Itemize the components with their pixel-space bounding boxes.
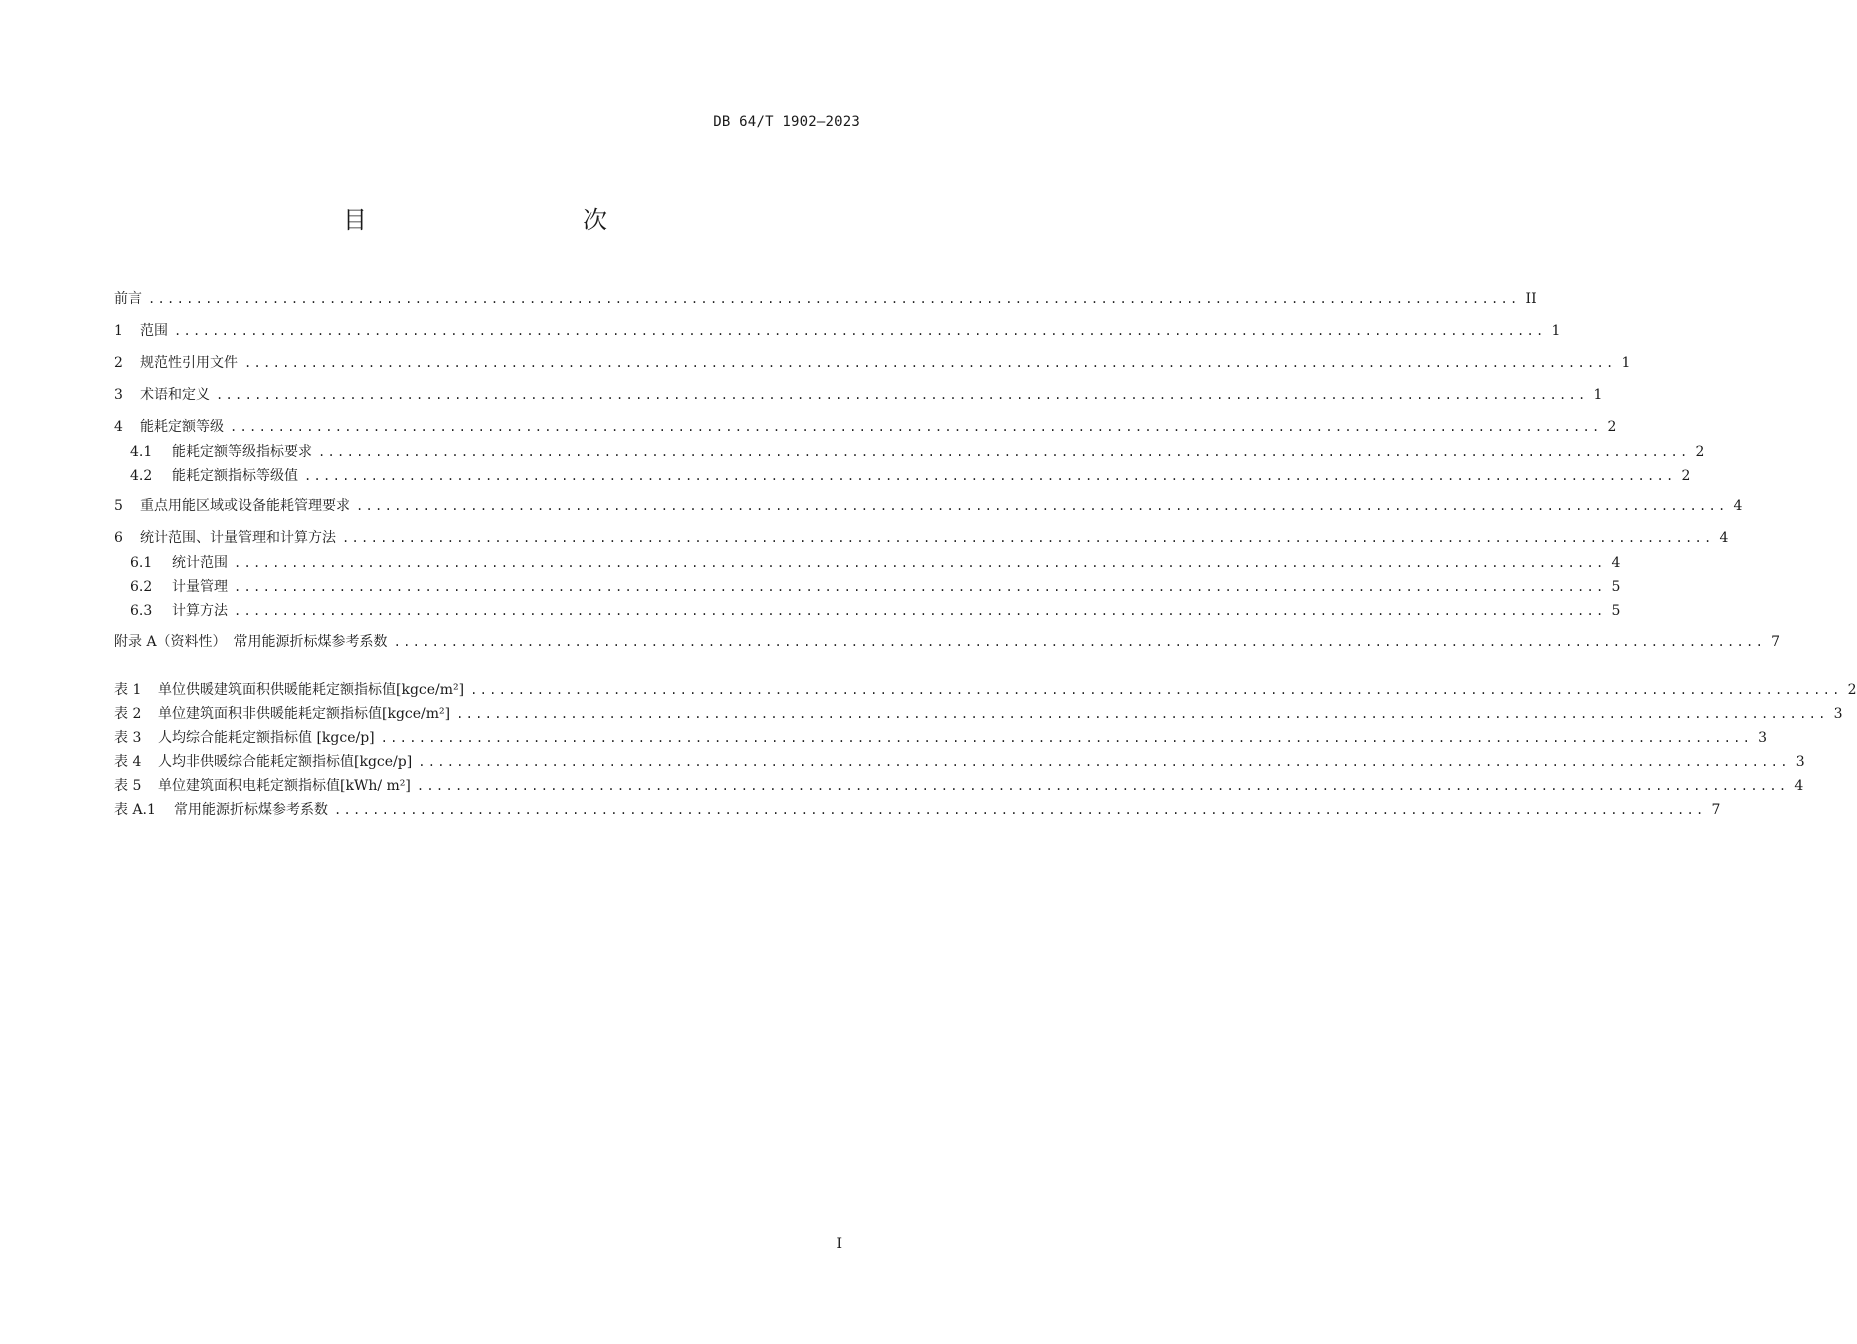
page-number: 4 bbox=[1733, 498, 1743, 514]
toc-entry-energy-quota-levels[interactable]: 4 能耗定额等级 ................................................................................................................................................ 2 bbox=[114, 419, 1617, 435]
leader-dots: ................................................................................................................................................ bbox=[244, 356, 1616, 370]
table-entry-a1[interactable]: 表 A.1 常用能源折标煤参考系数 ................................................................................................................................................ 7 bbox=[114, 802, 1721, 818]
leader-dots: ................................................................................................................................................ bbox=[174, 324, 1546, 338]
leader-dots: ................................................................................................................................................ bbox=[342, 531, 1714, 545]
page-number: 2 bbox=[1847, 682, 1857, 698]
leader-dots: ................................................................................................................................................ bbox=[393, 635, 1766, 649]
page-number: 5 bbox=[1611, 603, 1621, 619]
leader-dots: ................................................................................................................................................ bbox=[234, 556, 1606, 570]
table-entry-2[interactable]: 表 2 单位建筑面积非供暖能耗定额指标值[kgce/m²] ................................................................................................................................................ 3 bbox=[114, 706, 1843, 722]
leader-dots: ................................................................................................................................................ bbox=[416, 779, 1789, 793]
page-title: 目 次 bbox=[343, 206, 663, 234]
page-number: 2 bbox=[1607, 419, 1617, 435]
footer-page-number: I bbox=[836, 1236, 842, 1252]
leader-dots: ................................................................................................................................................ bbox=[148, 292, 1520, 306]
page-number: 2 bbox=[1681, 468, 1691, 484]
page-number: 4 bbox=[1611, 555, 1621, 571]
table-entry-3[interactable]: 表 3 人均综合能耗定额指标值 [kgce/p] ................................................................................................................................................ 3 bbox=[114, 730, 1768, 746]
leader-dots: ................................................................................................................................................ bbox=[216, 388, 1588, 402]
table-entry-5[interactable]: 表 5 单位建筑面积电耗定额指标值[kWh/ m²] ................................................................................................................................................ 4 bbox=[114, 778, 1804, 794]
page-number: 3 bbox=[1795, 754, 1805, 770]
toc-entry-6-1[interactable]: 6.1 统计范围 ................................................................................................................................................ 4 bbox=[130, 555, 1621, 571]
toc-entry-key-energy-areas[interactable]: 5 重点用能区域或设备能耗管理要求 ................................................................................................................................................ 4 bbox=[114, 498, 1743, 514]
leader-dots: ................................................................................................................................................ bbox=[334, 803, 1706, 817]
table-entry-4[interactable]: 表 4 人均非供暖综合能耗定额指标值[kgce/p] ................................................................................................................................................ 3 bbox=[114, 754, 1805, 770]
leader-dots: ................................................................................................................................................ bbox=[234, 580, 1606, 594]
leader-dots: ................................................................................................................................................ bbox=[304, 469, 1676, 483]
leader-dots: ................................................................................................................................................ bbox=[380, 731, 1753, 745]
leader-dots: ................................................................................................................................................ bbox=[418, 755, 1790, 769]
toc-entry-4-1[interactable]: 4.1 能耗定额等级指标要求 ................................................................................................................................................ 2 bbox=[130, 444, 1705, 460]
leader-dots: ................................................................................................................................................ bbox=[456, 707, 1828, 721]
toc-entry-4-2[interactable]: 4.2 能耗定额指标等级值 ................................................................................................................................................ 2 bbox=[130, 468, 1691, 484]
leader-dots: ................................................................................................................................................ bbox=[470, 683, 1842, 697]
page-number: 3 bbox=[1833, 706, 1843, 722]
page-number: 1 bbox=[1621, 355, 1631, 371]
table-entry-1[interactable]: 表 1 单位供暖建筑面积供暖能耗定额指标值[kgce/m²] ................................................................................................................................................ 2 bbox=[114, 682, 1857, 698]
toc-entry-scope[interactable]: 1 范围 ................................................................................................................................................ 1 bbox=[114, 323, 1561, 339]
page-number: 2 bbox=[1695, 444, 1705, 460]
toc-entry-statistics-scope[interactable]: 6 统计范围、计量管理和计算方法 ................................................................................................................................................ 4 bbox=[114, 530, 1729, 546]
page-number: 7 bbox=[1771, 634, 1781, 650]
toc-entry-terms[interactable]: 3 术语和定义 ................................................................................................................................................ 1 bbox=[114, 387, 1603, 403]
toc-entry-appendix-a[interactable]: 附录 A（资料性） 常用能源折标煤参考系数 ................................................................................................................................................ 7 bbox=[114, 634, 1781, 650]
toc-entry-6-3[interactable]: 6.3 计算方法 ................................................................................................................................................ 5 bbox=[130, 603, 1621, 619]
page-number: 4 bbox=[1794, 778, 1804, 794]
page-number: 7 bbox=[1711, 802, 1721, 818]
leader-dots: ................................................................................................................................................ bbox=[230, 420, 1602, 434]
page-number: II bbox=[1525, 291, 1537, 307]
toc-entry-6-2[interactable]: 6.2 计量管理 ................................................................................................................................................ 5 bbox=[130, 579, 1621, 595]
page-number: 5 bbox=[1611, 579, 1621, 595]
leader-dots: ................................................................................................................................................ bbox=[234, 604, 1606, 618]
leader-dots: ................................................................................................................................................ bbox=[318, 445, 1690, 459]
leader-dots: ................................................................................................................................................ bbox=[356, 499, 1728, 513]
toc-entry-normative-references[interactable]: 2 规范性引用文件 ................................................................................................................................................ 1 bbox=[114, 355, 1631, 371]
page-number: 1 bbox=[1593, 387, 1603, 403]
page-number: 4 bbox=[1719, 530, 1729, 546]
page-number: 3 bbox=[1758, 730, 1768, 746]
document-code: DB 64/T 1902—2023 bbox=[713, 114, 860, 130]
page-number: 1 bbox=[1551, 323, 1561, 339]
toc-entry-foreword[interactable]: 前言 ................................................................................................................................................ II bbox=[114, 291, 1537, 307]
